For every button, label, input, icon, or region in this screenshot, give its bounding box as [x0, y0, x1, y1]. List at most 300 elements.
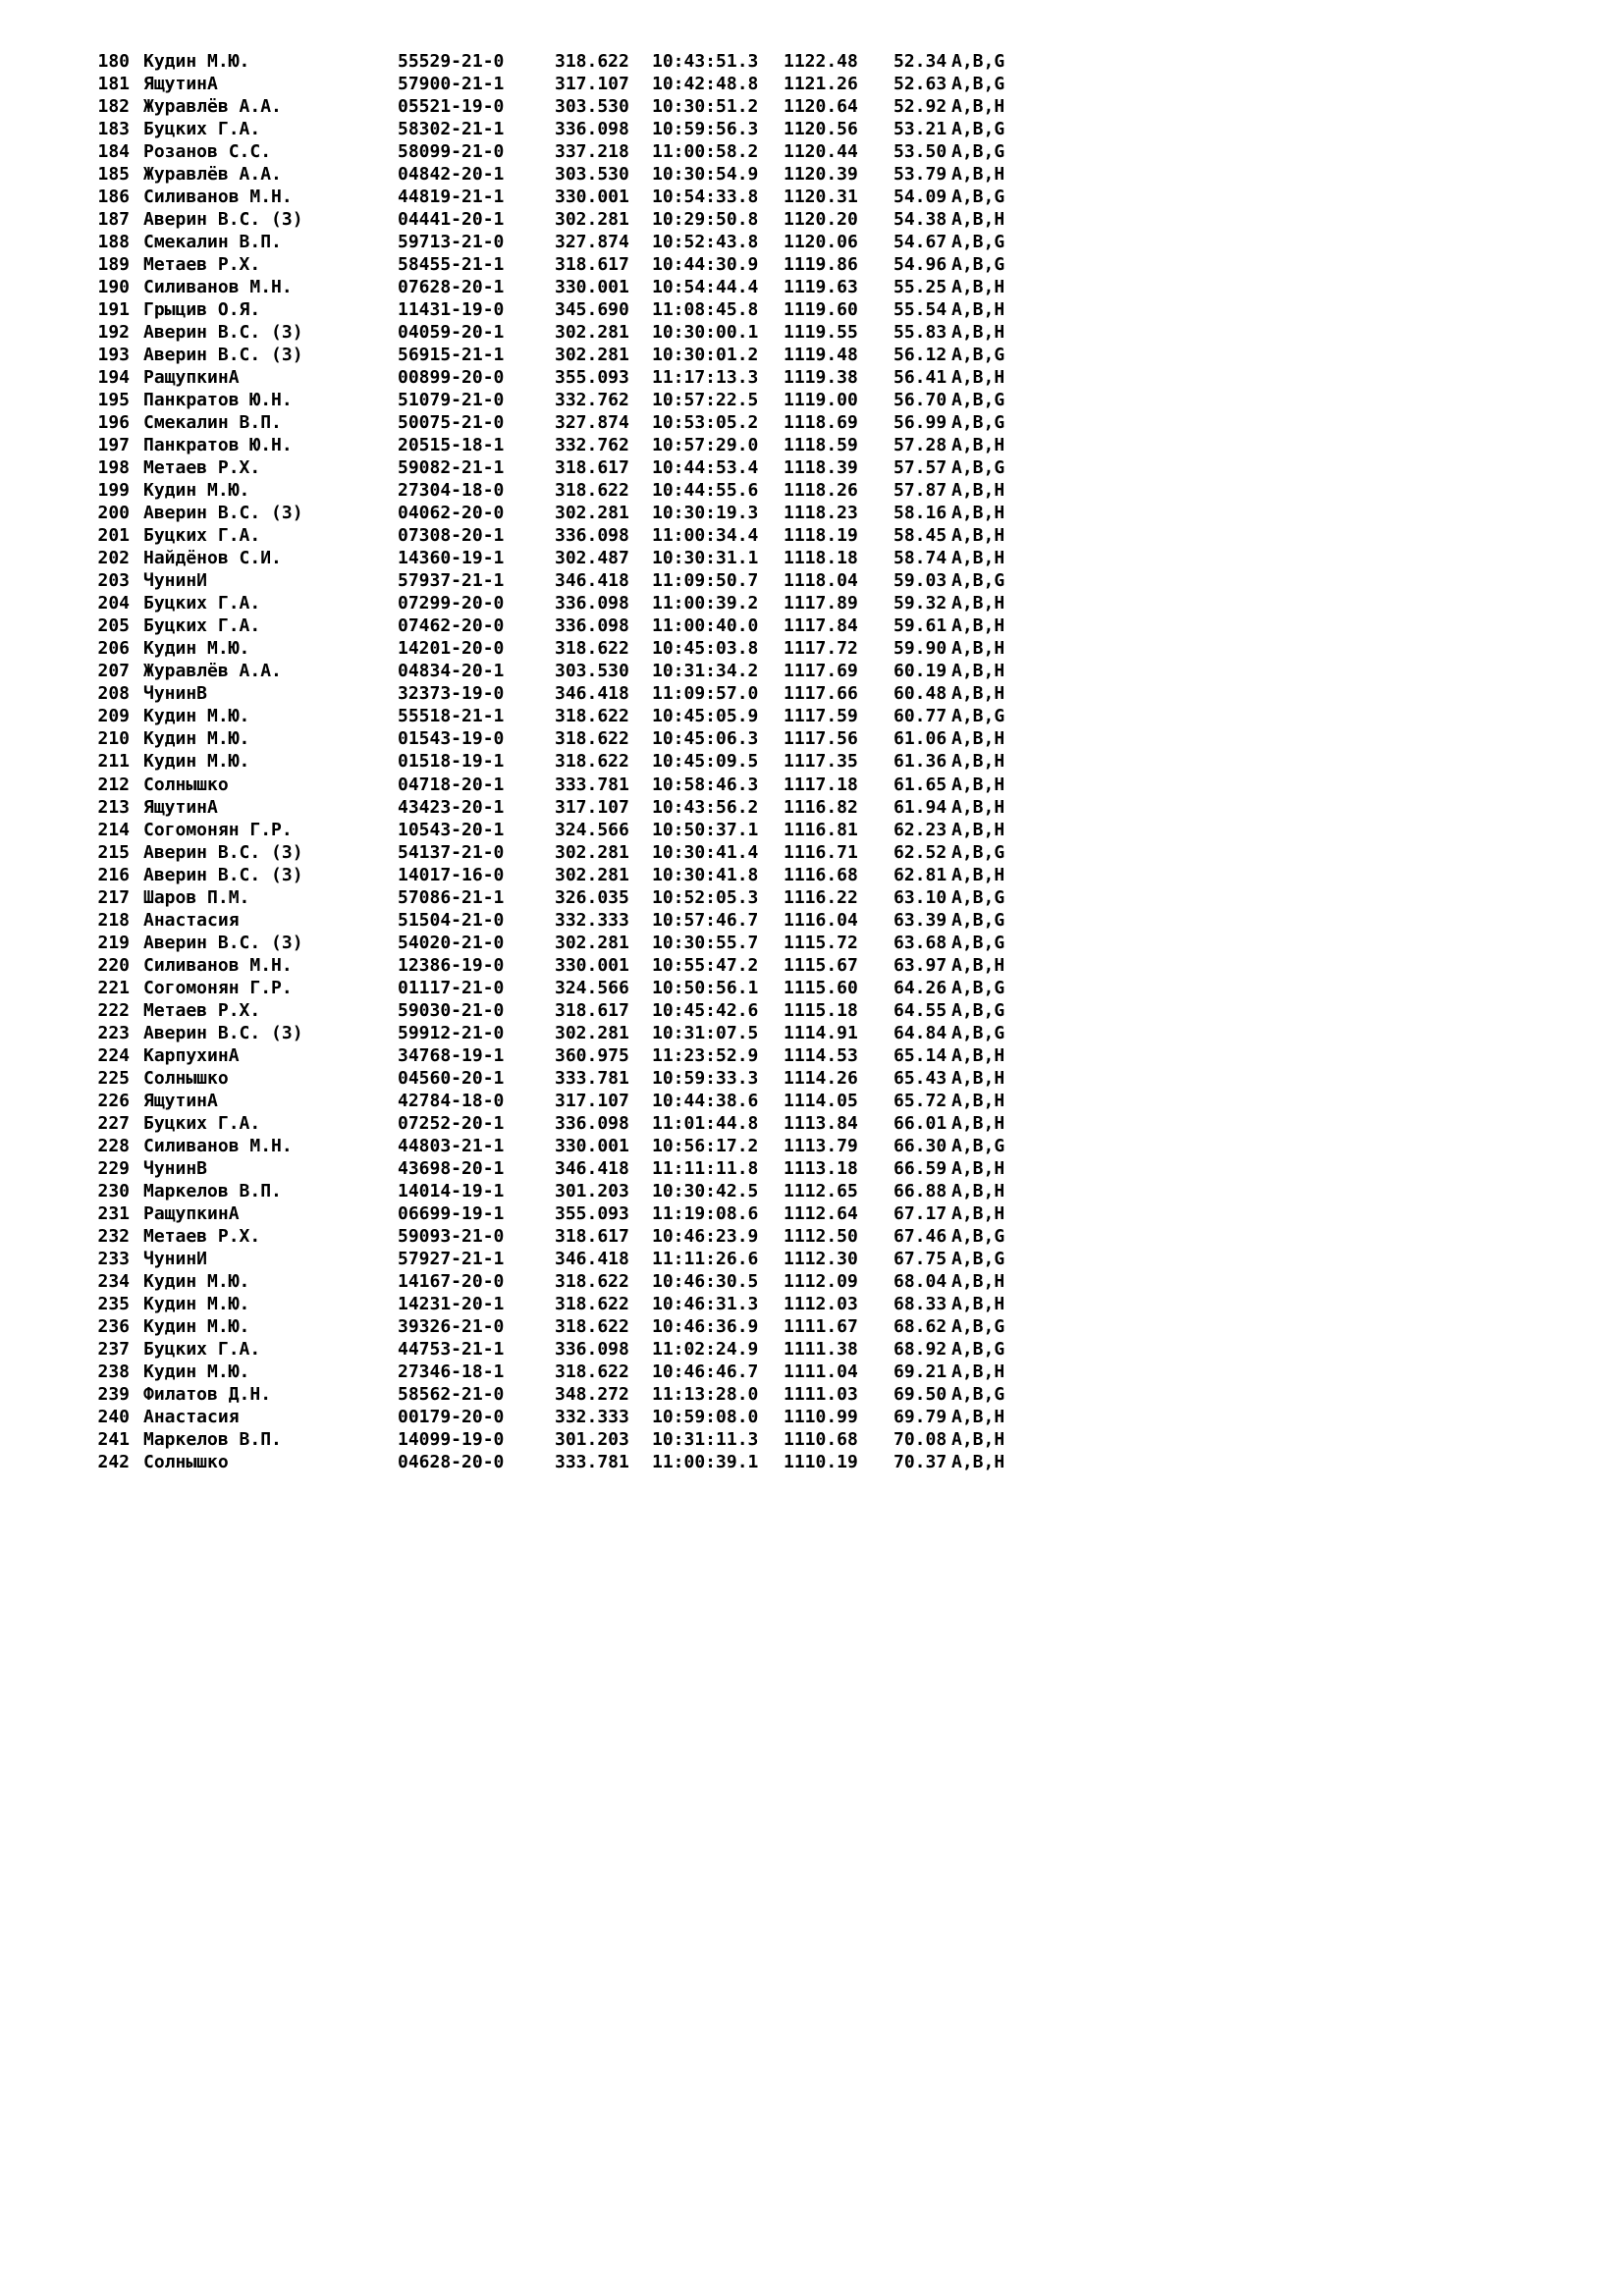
distance-value: 302.281 — [555, 841, 629, 863]
speed-value: 1116.82 — [784, 796, 858, 818]
arrival-time: 10:45:09.5 — [652, 751, 759, 773]
speed-value: 1119.60 — [784, 299, 858, 321]
speed-value: 1111.38 — [784, 1338, 858, 1360]
fancier-name: Найдёнов С.И. — [143, 548, 282, 569]
distance-value: 336.098 — [555, 593, 629, 614]
arrival-time: 10:30:42.5 — [652, 1180, 759, 1201]
speed-value: 1120.31 — [784, 187, 858, 208]
percent-value: 56.99 — [893, 412, 947, 434]
place-number: 198 — [97, 457, 130, 479]
group-codes: A,B,H — [951, 751, 1005, 773]
percent-value: 56.70 — [893, 390, 947, 411]
fancier-name: Кудин М.Ю. — [143, 728, 250, 750]
ring-number: 34768-19-1 — [398, 1044, 505, 1066]
arrival-time: 10:30:55.7 — [652, 932, 759, 953]
speed-value: 1118.23 — [784, 503, 858, 524]
percent-value: 56.41 — [893, 367, 947, 389]
speed-value: 1114.91 — [784, 1022, 858, 1043]
fancier-name: Филатов Д.Н. — [143, 1383, 272, 1405]
speed-value: 1114.53 — [784, 1044, 858, 1066]
distance-value: 317.107 — [555, 74, 629, 95]
distance-value: 336.098 — [555, 525, 629, 547]
ring-number: 39326-21-0 — [398, 1315, 505, 1337]
place-number: 237 — [97, 1338, 130, 1360]
place-number: 181 — [97, 74, 130, 95]
place-number: 240 — [97, 1406, 130, 1427]
ring-number: 07462-20-0 — [398, 615, 505, 637]
arrival-time: 10:30:51.2 — [652, 96, 759, 118]
group-codes: A,B,H — [951, 661, 1005, 682]
place-number: 230 — [97, 1180, 130, 1201]
place-number: 186 — [97, 187, 130, 208]
place-number: 199 — [97, 480, 130, 502]
percent-value: 56.12 — [893, 345, 947, 366]
percent-value: 52.63 — [893, 74, 947, 95]
place-number: 208 — [97, 683, 130, 705]
ring-number: 04059-20-1 — [398, 322, 505, 344]
place-number: 213 — [97, 796, 130, 818]
percent-value: 58.16 — [893, 503, 947, 524]
arrival-time: 10:31:11.3 — [652, 1428, 759, 1450]
group-codes: A,B,H — [951, 774, 1005, 795]
ring-number: 00899-20-0 — [398, 367, 505, 389]
arrival-time: 11:01:44.8 — [652, 1112, 759, 1134]
ring-number: 59093-21-0 — [398, 1225, 505, 1247]
group-codes: A,B,H — [951, 683, 1005, 705]
percent-value: 54.09 — [893, 187, 947, 208]
arrival-time: 10:45:42.6 — [652, 999, 759, 1021]
distance-value: 336.098 — [555, 615, 629, 637]
group-codes: A,B,H — [951, 164, 1005, 186]
percent-value: 69.21 — [893, 1361, 947, 1382]
place-number: 224 — [97, 1044, 130, 1066]
speed-value: 1114.05 — [784, 1090, 858, 1111]
arrival-time: 11:09:57.0 — [652, 683, 759, 705]
group-codes: A,B,H — [951, 299, 1005, 321]
arrival-time: 10:30:00.1 — [652, 322, 759, 344]
fancier-name: Буцких Г.А. — [143, 615, 261, 637]
place-number: 212 — [97, 774, 130, 795]
ring-number: 57900-21-1 — [398, 74, 505, 95]
speed-value: 1112.64 — [784, 1202, 858, 1224]
fancier-name: Силиванов М.Н. — [143, 954, 293, 976]
ring-number: 04062-20-0 — [398, 503, 505, 524]
ring-number: 14099-19-0 — [398, 1428, 505, 1450]
ring-number: 11431-19-0 — [398, 299, 505, 321]
distance-value: 302.487 — [555, 548, 629, 569]
distance-value: 318.622 — [555, 1315, 629, 1337]
speed-value: 1112.65 — [784, 1180, 858, 1201]
percent-value: 64.26 — [893, 977, 947, 998]
group-codes: A,B,G — [951, 909, 1005, 931]
speed-value: 1117.72 — [784, 638, 858, 660]
distance-value: 355.093 — [555, 1202, 629, 1224]
place-number: 231 — [97, 1202, 130, 1224]
fancier-name: РащупкинА — [143, 1202, 240, 1224]
speed-value: 1117.89 — [784, 593, 858, 614]
arrival-time: 10:46:30.5 — [652, 1270, 759, 1292]
distance-value: 318.622 — [555, 480, 629, 502]
percent-value: 69.79 — [893, 1406, 947, 1427]
ring-number: 54020-21-0 — [398, 932, 505, 953]
percent-value: 68.62 — [893, 1315, 947, 1337]
group-codes: A,B,H — [951, 1157, 1005, 1179]
distance-value: 302.281 — [555, 932, 629, 953]
percent-value: 62.23 — [893, 819, 947, 840]
distance-value: 355.093 — [555, 367, 629, 389]
arrival-time: 11:17:13.3 — [652, 367, 759, 389]
place-number: 183 — [97, 119, 130, 140]
ring-number: 59030-21-0 — [398, 999, 505, 1021]
arrival-time: 10:59:56.3 — [652, 119, 759, 140]
arrival-time: 10:43:56.2 — [652, 796, 759, 818]
group-codes: A,B,G — [951, 1338, 1005, 1360]
distance-value: 330.001 — [555, 1135, 629, 1156]
fancier-name: ЧунинИ — [143, 570, 208, 592]
place-number: 225 — [97, 1067, 130, 1089]
fancier-name: Кудин М.Ю. — [143, 1315, 250, 1337]
speed-value: 1115.67 — [784, 954, 858, 976]
arrival-time: 10:59:08.0 — [652, 1406, 759, 1427]
ring-number: 04628-20-0 — [398, 1451, 505, 1472]
place-number: 233 — [97, 1248, 130, 1269]
group-codes: A,B,H — [951, 277, 1005, 298]
percent-value: 67.75 — [893, 1248, 947, 1269]
arrival-time: 10:59:33.3 — [652, 1067, 759, 1089]
group-codes: A,B,G — [951, 119, 1005, 140]
group-codes: A,B,H — [951, 1293, 1005, 1314]
group-codes: A,B,H — [951, 954, 1005, 976]
group-codes: A,B,G — [951, 1383, 1005, 1405]
group-codes: A,B,G — [951, 570, 1005, 592]
group-codes: A,B,H — [951, 819, 1005, 840]
ring-number: 14017-16-0 — [398, 864, 505, 885]
arrival-time: 11:23:52.9 — [652, 1044, 759, 1066]
arrival-time: 10:44:53.4 — [652, 457, 759, 479]
percent-value: 67.46 — [893, 1225, 947, 1247]
percent-value: 58.74 — [893, 548, 947, 569]
arrival-time: 10:46:31.3 — [652, 1293, 759, 1314]
distance-value: 324.566 — [555, 977, 629, 998]
distance-value: 337.218 — [555, 141, 629, 163]
arrival-time: 10:58:46.3 — [652, 774, 759, 795]
speed-value: 1120.39 — [784, 164, 858, 186]
ring-number: 32373-19-0 — [398, 683, 505, 705]
group-codes: A,B,H — [951, 864, 1005, 885]
fancier-name: Согомонян Г.Р. — [143, 977, 293, 998]
arrival-time: 11:00:34.4 — [652, 525, 759, 547]
ring-number: 14360-19-1 — [398, 548, 505, 569]
distance-value: 346.418 — [555, 683, 629, 705]
distance-value: 346.418 — [555, 570, 629, 592]
fancier-name: КарпухинА — [143, 1044, 240, 1066]
ring-number: 58562-21-0 — [398, 1383, 505, 1405]
fancier-name: ЯщутинА — [143, 796, 218, 818]
percent-value: 63.39 — [893, 909, 947, 931]
ring-number: 12386-19-0 — [398, 954, 505, 976]
arrival-time: 10:45:06.3 — [652, 728, 759, 750]
percent-value: 66.59 — [893, 1157, 947, 1179]
speed-value: 1118.69 — [784, 412, 858, 434]
group-codes: A,B,H — [951, 1202, 1005, 1224]
fancier-name: Аверин В.С. (3) — [143, 841, 303, 863]
ring-number: 58455-21-1 — [398, 254, 505, 276]
distance-value: 318.622 — [555, 706, 629, 727]
percent-value: 53.79 — [893, 164, 947, 186]
ring-number: 58302-21-1 — [398, 119, 505, 140]
distance-value: 345.690 — [555, 299, 629, 321]
ring-number: 04718-20-1 — [398, 774, 505, 795]
fancier-name: Кудин М.Ю. — [143, 706, 250, 727]
ring-number: 44819-21-1 — [398, 187, 505, 208]
ring-number: 55518-21-1 — [398, 706, 505, 727]
fancier-name: Буцких Г.А. — [143, 119, 261, 140]
group-codes: A,B,H — [951, 435, 1005, 456]
distance-value: 302.281 — [555, 322, 629, 344]
distance-value: 302.281 — [555, 503, 629, 524]
fancier-name: Метаев Р.Х. — [143, 457, 261, 479]
fancier-name: Кудин М.Ю. — [143, 751, 250, 773]
percent-value: 53.21 — [893, 119, 947, 140]
speed-value: 1120.20 — [784, 209, 858, 231]
distance-value: 332.333 — [555, 1406, 629, 1427]
ring-number: 07628-20-1 — [398, 277, 505, 298]
distance-value: 333.781 — [555, 1067, 629, 1089]
place-number: 184 — [97, 141, 130, 163]
place-number: 204 — [97, 593, 130, 614]
distance-value: 332.333 — [555, 909, 629, 931]
group-codes: A,B,H — [951, 525, 1005, 547]
ring-number: 55529-21-0 — [398, 51, 505, 72]
percent-value: 59.61 — [893, 615, 947, 637]
place-number: 226 — [97, 1090, 130, 1111]
group-codes: A,B,G — [951, 345, 1005, 366]
arrival-time: 10:54:44.4 — [652, 277, 759, 298]
distance-value: 346.418 — [555, 1248, 629, 1269]
group-codes: A,B,G — [951, 886, 1005, 908]
group-codes: A,B,G — [951, 390, 1005, 411]
fancier-name: Согомонян Г.Р. — [143, 819, 293, 840]
ring-number: 20515-18-1 — [398, 435, 505, 456]
group-codes: A,B,G — [951, 999, 1005, 1021]
group-codes: A,B,G — [951, 841, 1005, 863]
ring-number: 58099-21-0 — [398, 141, 505, 163]
percent-value: 62.81 — [893, 864, 947, 885]
group-codes: A,B,H — [951, 593, 1005, 614]
ring-number: 44803-21-1 — [398, 1135, 505, 1156]
distance-value: 317.107 — [555, 796, 629, 818]
group-codes: A,B,H — [951, 367, 1005, 389]
fancier-name: Смекалин В.П. — [143, 412, 282, 434]
arrival-time: 10:30:41.4 — [652, 841, 759, 863]
distance-value: 318.622 — [555, 1293, 629, 1314]
percent-value: 63.97 — [893, 954, 947, 976]
place-number: 189 — [97, 254, 130, 276]
distance-value: 346.418 — [555, 1157, 629, 1179]
speed-value: 1121.26 — [784, 74, 858, 95]
fancier-name: Маркелов В.П. — [143, 1180, 282, 1201]
speed-value: 1118.59 — [784, 435, 858, 456]
group-codes: A,B,H — [951, 728, 1005, 750]
fancier-name: Шаров П.М. — [143, 886, 250, 908]
fancier-name: Аверин В.С. (3) — [143, 503, 303, 524]
arrival-time: 10:52:05.3 — [652, 886, 759, 908]
percent-value: 57.28 — [893, 435, 947, 456]
group-codes: A,B,G — [951, 1135, 1005, 1156]
speed-value: 1119.63 — [784, 277, 858, 298]
arrival-time: 11:00:58.2 — [652, 141, 759, 163]
place-number: 239 — [97, 1383, 130, 1405]
speed-value: 1111.67 — [784, 1315, 858, 1337]
arrival-time: 10:31:34.2 — [652, 661, 759, 682]
group-codes: A,B,G — [951, 1248, 1005, 1269]
fancier-name: Журавлёв А.А. — [143, 164, 282, 186]
group-codes: A,B,G — [951, 1315, 1005, 1337]
distance-value: 336.098 — [555, 1112, 629, 1134]
place-number: 218 — [97, 909, 130, 931]
ring-number: 42784-18-0 — [398, 1090, 505, 1111]
place-number: 191 — [97, 299, 130, 321]
distance-value: 302.281 — [555, 864, 629, 885]
speed-value: 1115.60 — [784, 977, 858, 998]
ring-number: 27304-18-0 — [398, 480, 505, 502]
place-number: 207 — [97, 661, 130, 682]
group-codes: A,B,H — [951, 1180, 1005, 1201]
distance-value: 317.107 — [555, 1090, 629, 1111]
ring-number: 51504-21-0 — [398, 909, 505, 931]
speed-value: 1119.55 — [784, 322, 858, 344]
distance-value: 318.622 — [555, 728, 629, 750]
arrival-time: 10:46:23.9 — [652, 1225, 759, 1247]
group-codes: A,B,H — [951, 548, 1005, 569]
percent-value: 68.33 — [893, 1293, 947, 1314]
percent-value: 65.14 — [893, 1044, 947, 1066]
place-number: 215 — [97, 841, 130, 863]
group-codes: A,B,G — [951, 977, 1005, 998]
speed-value: 1116.71 — [784, 841, 858, 863]
group-codes: A,B,H — [951, 1090, 1005, 1111]
ring-number: 04560-20-1 — [398, 1067, 505, 1089]
percent-value: 65.43 — [893, 1067, 947, 1089]
place-number: 219 — [97, 932, 130, 953]
fancier-name: Грыцив О.Я. — [143, 299, 261, 321]
percent-value: 64.84 — [893, 1022, 947, 1043]
speed-value: 1110.19 — [784, 1451, 858, 1472]
arrival-time: 10:30:19.3 — [652, 503, 759, 524]
arrival-time: 11:00:39.1 — [652, 1451, 759, 1472]
speed-value: 1118.19 — [784, 525, 858, 547]
percent-value: 69.50 — [893, 1383, 947, 1405]
speed-value: 1116.68 — [784, 864, 858, 885]
speed-value: 1115.18 — [784, 999, 858, 1021]
percent-value: 55.83 — [893, 322, 947, 344]
place-number: 200 — [97, 503, 130, 524]
fancier-name: Розанов С.С. — [143, 141, 272, 163]
speed-value: 1119.86 — [784, 254, 858, 276]
percent-value: 59.03 — [893, 570, 947, 592]
percent-value: 63.68 — [893, 932, 947, 953]
ring-number: 01543-19-0 — [398, 728, 505, 750]
distance-value: 302.281 — [555, 1022, 629, 1043]
fancier-name: Солнышко — [143, 1451, 229, 1472]
speed-value: 1117.56 — [784, 728, 858, 750]
percent-value: 58.45 — [893, 525, 947, 547]
percent-value: 52.92 — [893, 96, 947, 118]
speed-value: 1117.18 — [784, 774, 858, 795]
speed-value: 1122.48 — [784, 51, 858, 72]
ring-number: 01117-21-0 — [398, 977, 505, 998]
fancier-name: Смекалин В.П. — [143, 232, 282, 253]
place-number: 220 — [97, 954, 130, 976]
percent-value: 60.48 — [893, 683, 947, 705]
speed-value: 1118.26 — [784, 480, 858, 502]
distance-value: 326.035 — [555, 886, 629, 908]
place-number: 229 — [97, 1157, 130, 1179]
place-number: 217 — [97, 886, 130, 908]
distance-value: 318.622 — [555, 638, 629, 660]
percent-value: 59.32 — [893, 593, 947, 614]
fancier-name: Солнышко — [143, 1067, 229, 1089]
place-number: 227 — [97, 1112, 130, 1134]
speed-value: 1117.69 — [784, 661, 858, 682]
distance-value: 318.617 — [555, 999, 629, 1021]
percent-value: 53.50 — [893, 141, 947, 163]
group-codes: A,B,G — [951, 412, 1005, 434]
speed-value: 1120.56 — [784, 119, 858, 140]
distance-value: 318.617 — [555, 254, 629, 276]
fancier-name: Анастасия — [143, 1406, 240, 1427]
distance-value: 336.098 — [555, 119, 629, 140]
fancier-name: Метаев Р.Х. — [143, 1225, 261, 1247]
speed-value: 1117.66 — [784, 683, 858, 705]
percent-value: 62.52 — [893, 841, 947, 863]
speed-value: 1118.18 — [784, 548, 858, 569]
place-number: 235 — [97, 1293, 130, 1314]
arrival-time: 11:11:11.8 — [652, 1157, 759, 1179]
arrival-time: 10:45:03.8 — [652, 638, 759, 660]
place-number: 234 — [97, 1270, 130, 1292]
percent-value: 55.25 — [893, 277, 947, 298]
group-codes: A,B,H — [951, 1428, 1005, 1450]
fancier-name: Кудин М.Ю. — [143, 1361, 250, 1382]
distance-value: 324.566 — [555, 819, 629, 840]
arrival-time: 11:13:28.0 — [652, 1383, 759, 1405]
place-number: 185 — [97, 164, 130, 186]
fancier-name: Силиванов М.Н. — [143, 187, 293, 208]
percent-value: 60.19 — [893, 661, 947, 682]
speed-value: 1120.44 — [784, 141, 858, 163]
arrival-time: 10:55:47.2 — [652, 954, 759, 976]
arrival-time: 10:44:55.6 — [652, 480, 759, 502]
ring-number: 59713-21-0 — [398, 232, 505, 253]
percent-value: 65.72 — [893, 1090, 947, 1111]
ring-number: 14167-20-0 — [398, 1270, 505, 1292]
fancier-name: ЧунинИ — [143, 1248, 208, 1269]
distance-value: 303.530 — [555, 661, 629, 682]
place-number: 188 — [97, 232, 130, 253]
fancier-name: Буцких Г.А. — [143, 1112, 261, 1134]
place-number: 195 — [97, 390, 130, 411]
group-codes: A,B,H — [951, 1361, 1005, 1382]
group-codes: A,B,G — [951, 74, 1005, 95]
speed-value: 1110.99 — [784, 1406, 858, 1427]
distance-value: 302.281 — [555, 345, 629, 366]
place-number: 187 — [97, 209, 130, 231]
arrival-time: 10:50:37.1 — [652, 819, 759, 840]
arrival-time: 11:11:26.6 — [652, 1248, 759, 1269]
distance-value: 360.975 — [555, 1044, 629, 1066]
fancier-name: ЯщутинА — [143, 74, 218, 95]
